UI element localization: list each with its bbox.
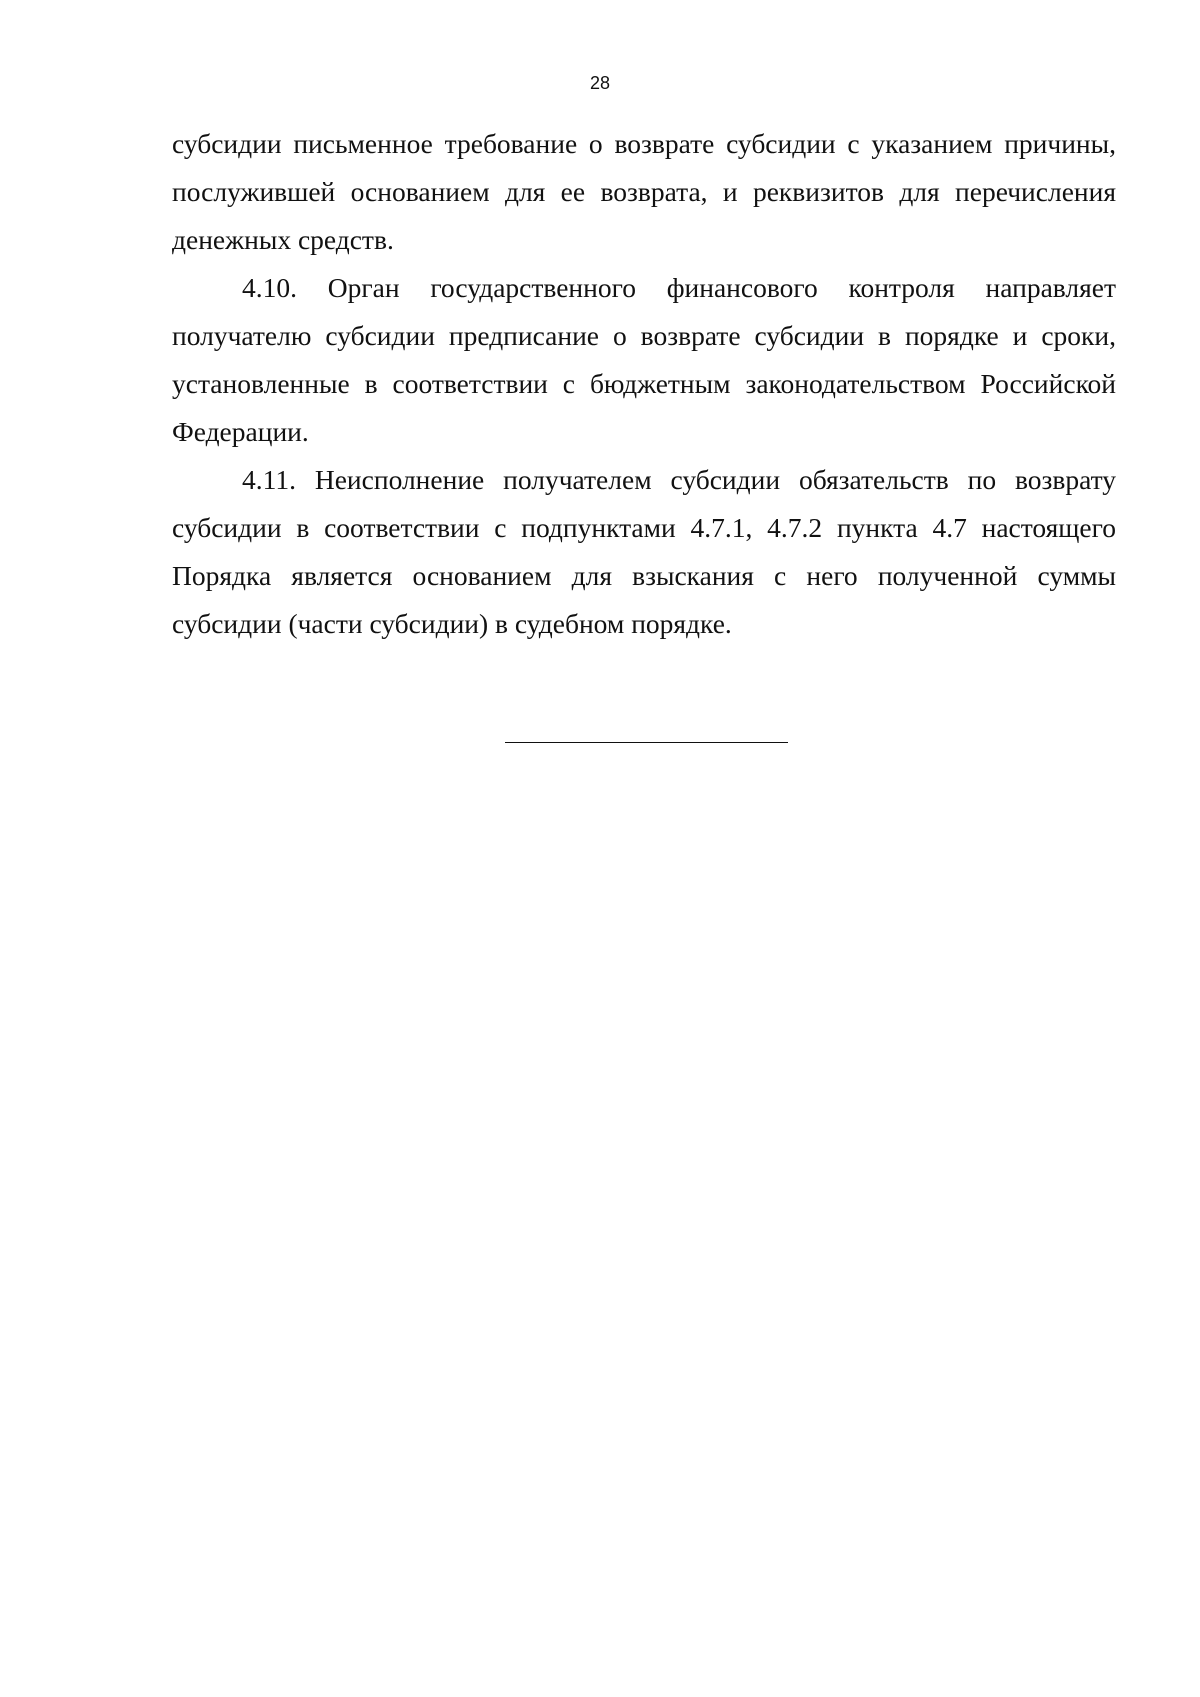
paragraph-continuation: субсидии письменное требование о возврате субсидии с указанием причины, послужившей основанием для ее возврата, и реквизитов для перечисления денежных средств. [172, 128, 1116, 255]
page-number: 28 [589, 73, 611, 93]
closing-divider-line [505, 742, 788, 743]
document-body [172, 120, 1116, 648]
paragraph-4-10: 4.10. Орган государственного финансового контроля направляет получателю субсидии предписание о возврате субсидии в порядке и сроки, установленные в соответствии с бюджетным законодательством Российской Федерации. [172, 272, 1116, 447]
paragraph-4-11: 4.11. Неисполнение получателем субсидии обязательств по возврату субсидии в соответствии с подпунктами 4.7.1, 4.7.2 пункта 4.7 настоящего Порядка является основанием для взыскания с него полученной суммы субсидии (части субсидии) в судебном порядке. [172, 464, 1116, 639]
